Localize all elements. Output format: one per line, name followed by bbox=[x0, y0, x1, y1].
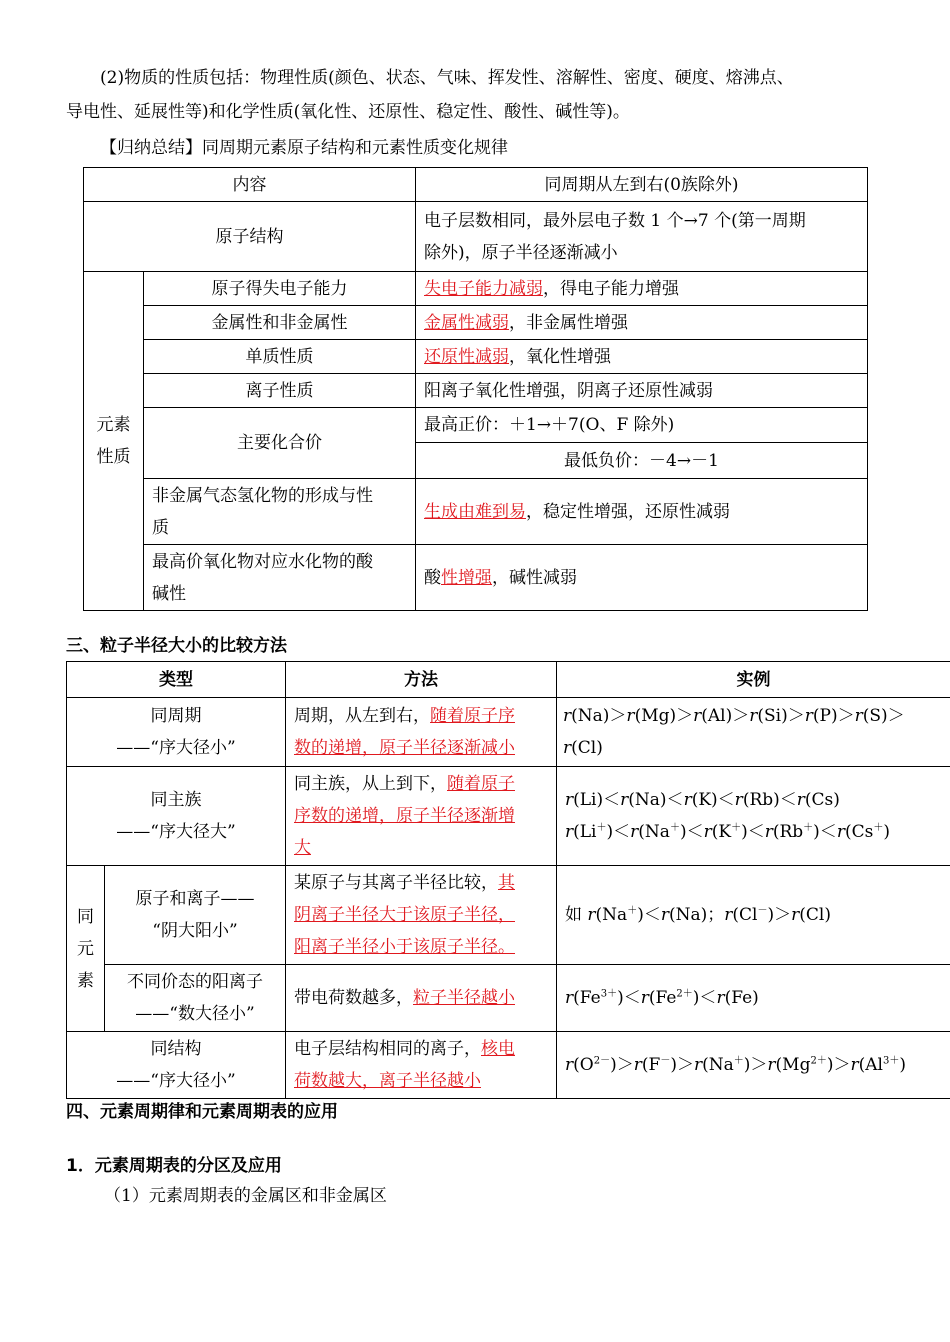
t2-r4-method-plain: 带电荷数越多， bbox=[294, 988, 413, 1008]
section4-sub1-1: （1）元素周期表的金属区和非金属区 bbox=[104, 1186, 387, 1206]
t2-r4-method bbox=[286, 965, 557, 1032]
t1-r4-label: 单质性质 bbox=[144, 340, 416, 374]
t2-group-c: 素 bbox=[77, 970, 94, 991]
t2-r2-method-red-c: 大 bbox=[294, 838, 311, 858]
t1-r3-red: 金属性减弱 bbox=[424, 312, 509, 333]
t1-r6-value-a: 最高正价：＋1→＋7(O、F 除外) bbox=[416, 408, 868, 443]
t1-r8-label bbox=[144, 545, 416, 611]
t2-r3-example: 如 r(Na＋)＜r(Na)；r(Cl－)＞r(Cl) bbox=[557, 866, 950, 965]
t2-r2-type-a: 同主族 bbox=[150, 790, 202, 810]
t1-r4-rest: ，氧化性增强 bbox=[509, 346, 611, 367]
t1-group-line-a: 元素 bbox=[96, 415, 131, 435]
section3-title: 三、粒子半径大小的比较方法 bbox=[66, 636, 287, 656]
t2-r4-method-red: 粒子半径越小 bbox=[413, 988, 515, 1008]
t2-r2-method bbox=[286, 767, 557, 866]
t1-r2-value bbox=[416, 272, 868, 306]
t1-r7-value bbox=[416, 479, 868, 545]
intro-line-2: 导电性、延展性等)和化学性质(氧化性、还原性、稳定性、酸性、碱性等)。 bbox=[66, 102, 630, 122]
t2-r2-example-a: r(Li)＜r(Na)＜r(K)＜r(Rb)＜r(Cs) bbox=[565, 790, 840, 810]
t2-r1-method-red-b: 数的递增，原子半径逐渐减小 bbox=[294, 738, 515, 758]
t2-r4-example: $r(Fe^{3+})<r(Fe^{2+})<r(Fe)$ bbox=[557, 965, 950, 1032]
t2-r1-example: r(Na)＞r(Mg)＞r(Al)＞r(Si)＞r(P)＞r(S)＞r(Cl) bbox=[557, 698, 950, 767]
t1-r7-label-b: 质 bbox=[152, 517, 169, 538]
t2-r2-method-red-b: 序数的递增，原子半径逐渐增 bbox=[294, 806, 515, 826]
t1-r1-line-a: 电子层数相同，最外层电子数 1 个→7 个(第一周期 bbox=[424, 210, 806, 231]
t1-r3-rest: ，非金属性增强 bbox=[509, 312, 628, 333]
t2-r1-type-b: ——“序大径小” bbox=[116, 738, 236, 758]
t1-group-line-b: 性质 bbox=[96, 447, 131, 467]
t1-r8-label-b: 碱性 bbox=[152, 583, 186, 604]
t2-r2-example bbox=[557, 767, 950, 866]
radius-compare-table bbox=[66, 661, 950, 1099]
t2-r2-example-b: r(Li＋)＜r(Na＋)＜r(K＋)＜r(Rb＋)＜r(Cs＋) bbox=[565, 822, 890, 842]
t2-r5-method-red-b: 荷数越大，离子半径越小 bbox=[294, 1071, 481, 1091]
t1-r1-line-b: 除外)，原子半径逐渐减小 bbox=[424, 242, 618, 263]
t2-r2-type bbox=[67, 767, 286, 866]
t2-header-method: 方法 bbox=[286, 662, 557, 698]
t1-r4-value bbox=[416, 340, 868, 374]
t1-r7-red: 生成由难到易 bbox=[424, 501, 526, 522]
t2-r5-method-plain: 电子层结构相同的离子， bbox=[294, 1039, 481, 1059]
t2-r3-method-plain: 某原子与其离子半径比较， bbox=[294, 873, 498, 893]
t2-r3-type bbox=[105, 866, 286, 965]
t1-r7-label-a: 非金属气态氢化物的形成与性 bbox=[152, 485, 373, 506]
t2-r1-type bbox=[67, 698, 286, 767]
t2-r1-method bbox=[286, 698, 557, 767]
t1-group-element-properties bbox=[84, 272, 144, 611]
t2-header-type: 类型 bbox=[67, 662, 286, 698]
t1-r8-value bbox=[416, 545, 868, 611]
t2-r5-method-red-a: 核电 bbox=[481, 1039, 515, 1059]
t2-group-b: 元 bbox=[77, 938, 94, 959]
t1-r2-rest: ，得电子能力增强 bbox=[543, 278, 679, 299]
summary-heading: 【归纳总结】同周期元素原子结构和元素性质变化规律 bbox=[100, 138, 508, 158]
t2-r4-type-b: ——“数大径小” bbox=[135, 1004, 255, 1024]
t1-r5-value: 阳离子氧化性增强，阴离子还原性减弱 bbox=[416, 374, 868, 408]
t2-group-same-element bbox=[67, 866, 105, 1032]
t1-r2-red: 失电子能力减弱 bbox=[424, 278, 543, 299]
t1-r8-label-a: 最高价氧化物对应水化物的酸 bbox=[152, 551, 373, 572]
t2-r3-method-red-b: 阴离子半径大于该原子半径， bbox=[294, 905, 515, 925]
t1-r8-rest: ，碱性减弱 bbox=[492, 567, 577, 588]
t1-r8-pre: 酸 bbox=[424, 567, 441, 588]
t2-r1-type-a: 同周期 bbox=[150, 706, 202, 726]
t2-r2-method-red-a: 随着原子 bbox=[447, 774, 515, 794]
t1-row-atomic-structure-label: 原子结构 bbox=[84, 202, 416, 272]
t2-r2-type-b: ——“序大径大” bbox=[116, 822, 236, 842]
t2-r5-type-a: 同结构 bbox=[150, 1039, 202, 1059]
t1-r3-label: 金属性和非金属性 bbox=[144, 306, 416, 340]
t1-r2-label: 原子得失电子能力 bbox=[144, 272, 416, 306]
t1-r4-red: 还原性减弱 bbox=[424, 346, 509, 367]
t1-r3-value bbox=[416, 306, 868, 340]
t1-row-atomic-structure-value bbox=[416, 202, 868, 272]
section4-sub1: 1．元素周期表的分区及应用 bbox=[66, 1156, 282, 1176]
t1-r5-label: 离子性质 bbox=[144, 374, 416, 408]
t1-header-trend: 同周期从左到右(0族除外) bbox=[416, 168, 868, 202]
t2-r3-method bbox=[286, 866, 557, 965]
t2-r1-method-red-a: 随着原子序 bbox=[430, 706, 515, 726]
t2-header-example: 实例 bbox=[557, 662, 950, 698]
t2-r2-method-plain: 同主族，从上到下， bbox=[294, 774, 447, 794]
t1-header-content: 内容 bbox=[84, 168, 416, 202]
t1-r7-rest: ，稳定性增强，还原性减弱 bbox=[526, 501, 730, 522]
t2-r5-example: $r(O^{2-})>r(F^-)>r(Na^+)>r(Mg^{2+})>r(Al^{3+})$ bbox=[557, 1032, 950, 1099]
t1-r7-label bbox=[144, 479, 416, 545]
t2-r4-type-a: 不同价态的阳离子 bbox=[127, 972, 263, 992]
t1-r6-value-b: 最低负价：－4→－1 bbox=[416, 443, 868, 479]
t2-r3-type-a: 原子和离子—— bbox=[135, 889, 255, 909]
section4-title: 四、元素周期律和元素周期表的应用 bbox=[66, 1102, 338, 1122]
t2-r5-type-b: ——“序大径小” bbox=[116, 1071, 236, 1091]
intro-line-1: (2)物质的性质包括：物理性质(颜色、状态、气味、挥发性、溶解性、密度、硬度、熔沸点、 bbox=[100, 68, 794, 88]
t2-group-a: 同 bbox=[77, 906, 94, 927]
t1-r6-label: 主要化合价 bbox=[144, 408, 416, 479]
t2-r3-method-red-c: 阳离子半径小于该原子半径。 bbox=[294, 937, 515, 957]
t2-r4-type bbox=[105, 965, 286, 1032]
period-trend-table bbox=[83, 167, 868, 611]
t2-r3-method-red-a: 其 bbox=[498, 873, 515, 893]
t2-r5-method bbox=[286, 1032, 557, 1099]
t2-r5-type bbox=[67, 1032, 286, 1099]
t2-r1-method-plain: 周期，从左到右， bbox=[294, 706, 430, 726]
t1-r8-red: 性增强 bbox=[441, 567, 492, 588]
t2-r3-type-b: “阴大阳小” bbox=[152, 921, 238, 941]
